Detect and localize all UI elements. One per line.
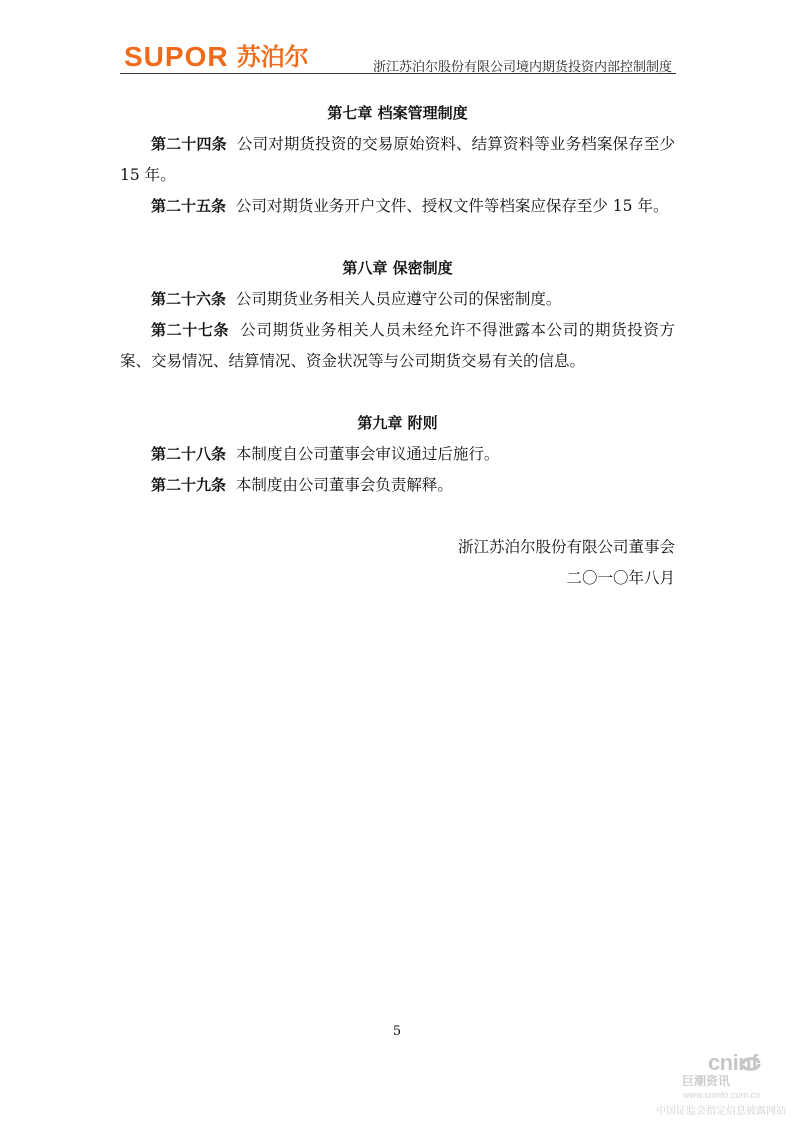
article-label: 第二十八条 xyxy=(151,445,227,463)
signature-date: 二〇一〇年八月 xyxy=(566,569,675,587)
article-label: 第二十五条 xyxy=(151,197,227,215)
article-text: 公司期货业务相关人员未经允许不得泄露本公司的期货投资方案、交易情况、结算情况、资金状况等与公司期货交易有关的信息。 xyxy=(120,321,675,370)
header-divider xyxy=(120,73,676,74)
article xyxy=(120,191,675,222)
spacer xyxy=(120,377,675,408)
cninfo-logo-text: cninf xyxy=(707,1050,758,1075)
cninfo-chinese-name: 巨潮资讯 xyxy=(681,1074,730,1088)
article-text: 本制度由公司董事会负责解释。 xyxy=(235,476,453,494)
article-text: 本制度自公司董事会审议通过后施行。 xyxy=(235,445,500,463)
article-label: 第二十九条 xyxy=(151,476,227,494)
article xyxy=(120,284,675,315)
article-label: 第二十七条 xyxy=(151,321,230,339)
article-text: 公司对期货投资的交易原始资料、结算资料等业务档案保存至少 15 年。 xyxy=(120,135,675,184)
company-logo xyxy=(124,42,309,72)
document-header-title: 浙江苏泊尔股份有限公司境内期货投资内部控制制度 xyxy=(372,60,672,75)
chapter-title: 第九章 附则 xyxy=(357,414,438,432)
cninfo-site-description: 中国证监会指定信息披露网站 xyxy=(656,1106,786,1117)
cninfo-swirl-icon xyxy=(740,1054,762,1074)
article-text: 公司对期货业务开户文件、授权文件等档案应保存至少 15 年。 xyxy=(235,197,669,215)
article-text: 公司期货业务相关人员应遵守公司的保密制度。 xyxy=(235,290,562,308)
logo-chinese-name: 苏泊尔 xyxy=(236,43,309,71)
signature-organization: 浙江苏泊尔股份有限公司董事会 xyxy=(457,538,675,556)
chapter-title: 第七章 档案管理制度 xyxy=(327,104,468,122)
cninfo-url: www.cninfo.com.cn xyxy=(682,1090,760,1100)
logo-wordmark: SUPOR xyxy=(124,41,229,72)
article xyxy=(120,129,675,191)
article-label: 第二十六条 xyxy=(151,290,227,308)
article-label: 第二十四条 xyxy=(151,135,227,153)
spacer xyxy=(120,501,675,532)
chapter-title: 第八章 保密制度 xyxy=(342,259,453,277)
document-body xyxy=(120,98,675,594)
article xyxy=(120,439,675,470)
page-number: 5 xyxy=(392,1024,402,1039)
cninfo-watermark xyxy=(638,1050,788,1120)
article xyxy=(120,315,675,377)
spacer xyxy=(120,222,675,253)
article xyxy=(120,470,675,501)
